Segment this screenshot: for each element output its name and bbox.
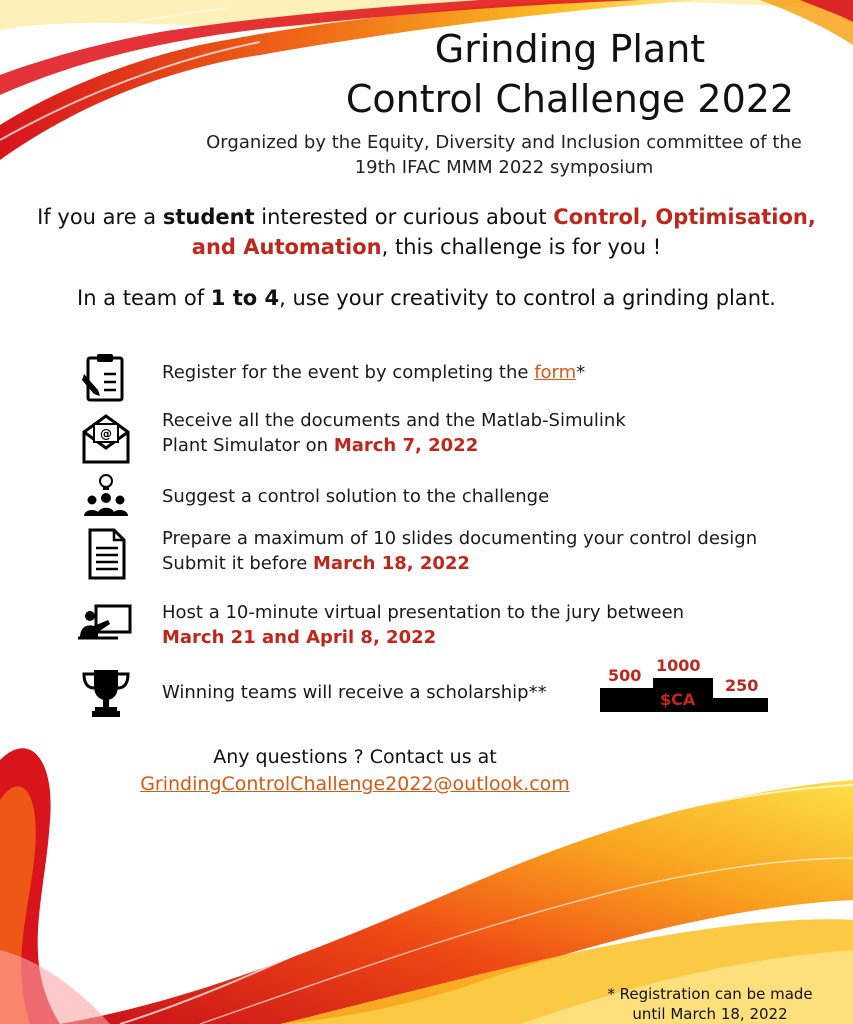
presentation-icon: [78, 602, 134, 642]
step-receive: [78, 408, 838, 464]
footnote-line-1: * Registration can be made: [607, 985, 813, 1003]
podium-block-third: [711, 698, 768, 712]
step-host: [78, 600, 838, 656]
step-register: [78, 350, 838, 400]
prize-podium: [598, 656, 770, 714]
organizer-line-2: 19th IFAC MMM 2022 symposium: [354, 157, 654, 178]
intro-text: [10, 202, 843, 262]
team-part-2: , use your creativity to control a grinding plant.: [279, 286, 776, 310]
host-line-1: Host a 10-minute virtual presentation to the jury between: [162, 602, 685, 623]
prepare-line-2: Submit it before: [162, 553, 314, 574]
register-asterisk: *: [576, 362, 586, 383]
prize-first: 1000: [656, 656, 701, 675]
clipboard-icon: [78, 350, 134, 406]
organizer-text: [160, 130, 848, 180]
win-text: Winning teams will receive a scholarship**: [162, 682, 547, 703]
title-line-1: Grinding Plant: [434, 27, 706, 71]
prize-third: 250: [725, 676, 759, 695]
intro-student: student: [162, 205, 255, 229]
suggest-text: Suggest a control solution to the challenge: [162, 486, 550, 507]
host-dates: March 21 and April 8, 2022: [162, 627, 437, 648]
intro-part-3: , this challenge is for you !: [381, 235, 662, 259]
prize-second: 500: [608, 666, 642, 685]
svg-text:@: @: [100, 427, 112, 441]
receive-line-2: Plant Simulator on: [162, 435, 334, 456]
title-line-2: Control Challenge 2022: [345, 77, 795, 121]
team-size: 1 to 4: [210, 286, 280, 310]
intro-part-2: interested or curious about: [254, 205, 554, 229]
team-text: [0, 283, 853, 313]
trophy-icon: [78, 668, 134, 718]
organizer-line-1: Organized by the Equity, Diversity and Inclusion committee of the: [206, 132, 802, 153]
document-icon: [78, 526, 134, 582]
contact-section: [100, 744, 610, 798]
receive-date: March 7, 2022: [333, 435, 479, 456]
team-idea-icon: [78, 472, 134, 520]
footnote-line-2: until March 18, 2022: [632, 1005, 788, 1023]
prize-currency: $CA: [660, 690, 696, 709]
podium-block-second: [600, 688, 655, 712]
intro-topics-2: and Automation: [191, 235, 382, 259]
receive-line-1: Receive all the documents and the Matlab-Simulink: [162, 410, 626, 431]
intro-part-1: If you are a: [37, 205, 163, 229]
register-form-link[interactable]: form: [534, 362, 577, 383]
page-title: [300, 24, 840, 124]
step-prepare: [78, 526, 838, 582]
footnote: [570, 984, 850, 1024]
contact-text: Any questions ? Contact us at: [213, 746, 497, 768]
step-suggest: [78, 474, 838, 518]
contact-email-link[interactable]: GrindingControlChallenge2022@outlook.com: [140, 773, 570, 795]
envelope-icon: [78, 410, 134, 466]
intro-topics-1: Control, Optimisation,: [553, 205, 816, 229]
register-text: Register for the event by completing the: [162, 362, 535, 383]
prepare-line-1: Prepare a maximum of 10 slides documenting your control design: [162, 528, 758, 549]
team-part-1: In a team of: [77, 286, 211, 310]
prepare-date: March 18, 2022: [313, 553, 470, 574]
